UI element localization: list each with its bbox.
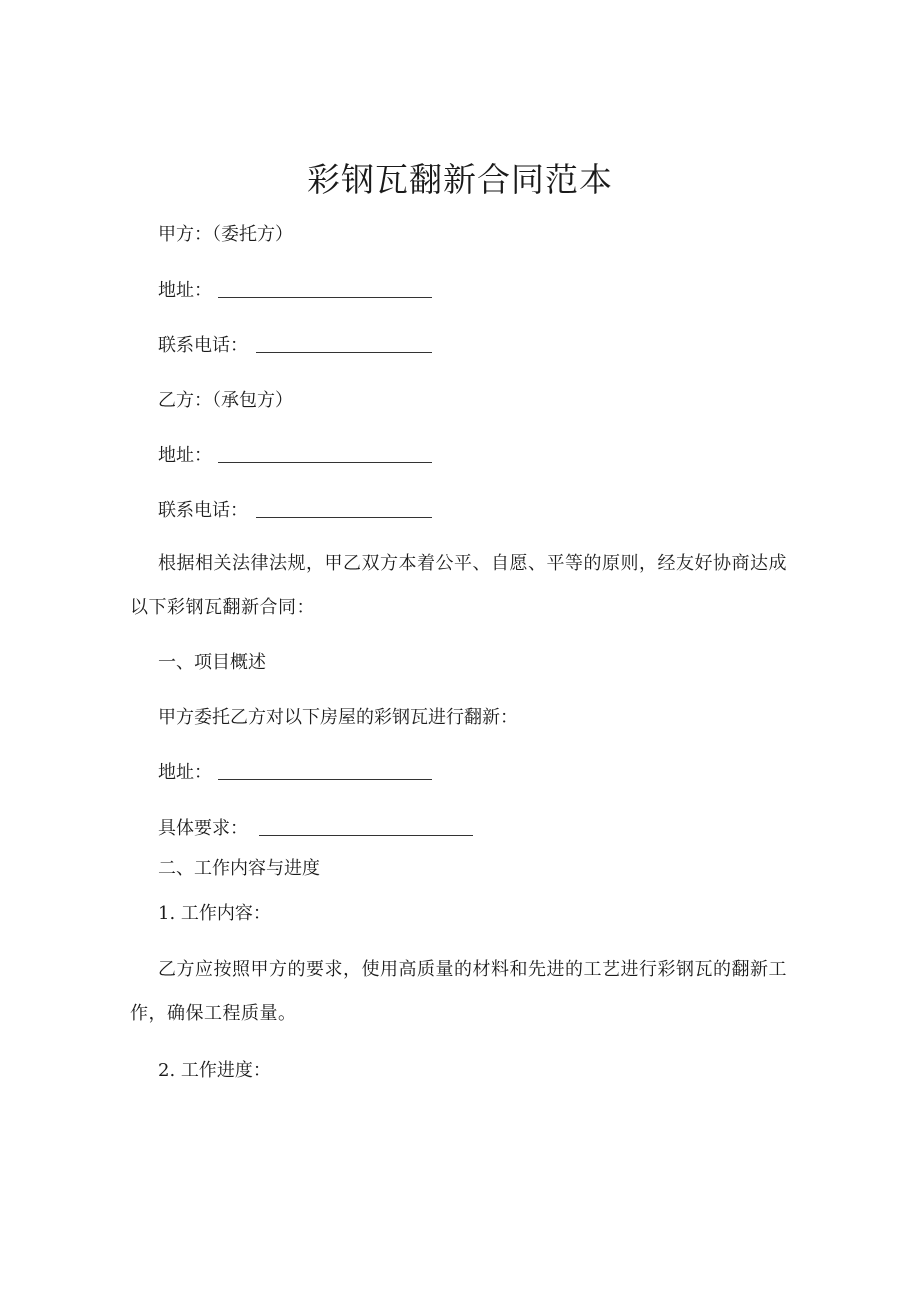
party-a-address-label: 地址： bbox=[158, 280, 212, 301]
work-progress-label: 2. 工作进度： bbox=[158, 1060, 271, 1081]
work-content-paragraph: 乙方应按照甲方的要求，使用高质量的材料和先进的工艺进行彩钢瓦的翻新工作，确保工程质量。 bbox=[130, 959, 787, 1024]
section1-heading: 一、项目概述 bbox=[158, 652, 266, 673]
party-b-address-label: 地址： bbox=[158, 445, 212, 466]
party-a-address-blank bbox=[218, 297, 432, 298]
requirements-blank bbox=[259, 835, 473, 836]
preamble-paragraph: 根据相关法律法规，甲乙双方本着公平、自愿、平等的原则，经友好协商达成以下彩钢瓦翻新合同： bbox=[130, 553, 787, 618]
party-a-label: 甲方：（委托方） bbox=[158, 224, 293, 245]
party-a-phone-blank bbox=[256, 352, 432, 353]
section1-intro: 甲方委托乙方对以下房屋的彩钢瓦进行翻新： bbox=[158, 707, 518, 728]
project-address-label: 地址： bbox=[158, 762, 212, 783]
project-address-blank bbox=[218, 779, 432, 780]
work-content-label: 1. 工作内容： bbox=[158, 903, 271, 924]
section2-heading: 二、工作内容与进度 bbox=[158, 858, 320, 879]
party-a-phone-label: 联系电话： bbox=[158, 335, 248, 356]
party-b-phone-blank bbox=[256, 517, 432, 518]
party-b-address-blank bbox=[218, 462, 432, 463]
party-b-label: 乙方：（承包方） bbox=[158, 390, 293, 411]
requirements-label: 具体要求： bbox=[158, 818, 248, 839]
party-b-phone-label: 联系电话： bbox=[158, 500, 248, 521]
document-title: 彩钢瓦翻新合同范本 bbox=[307, 160, 613, 199]
